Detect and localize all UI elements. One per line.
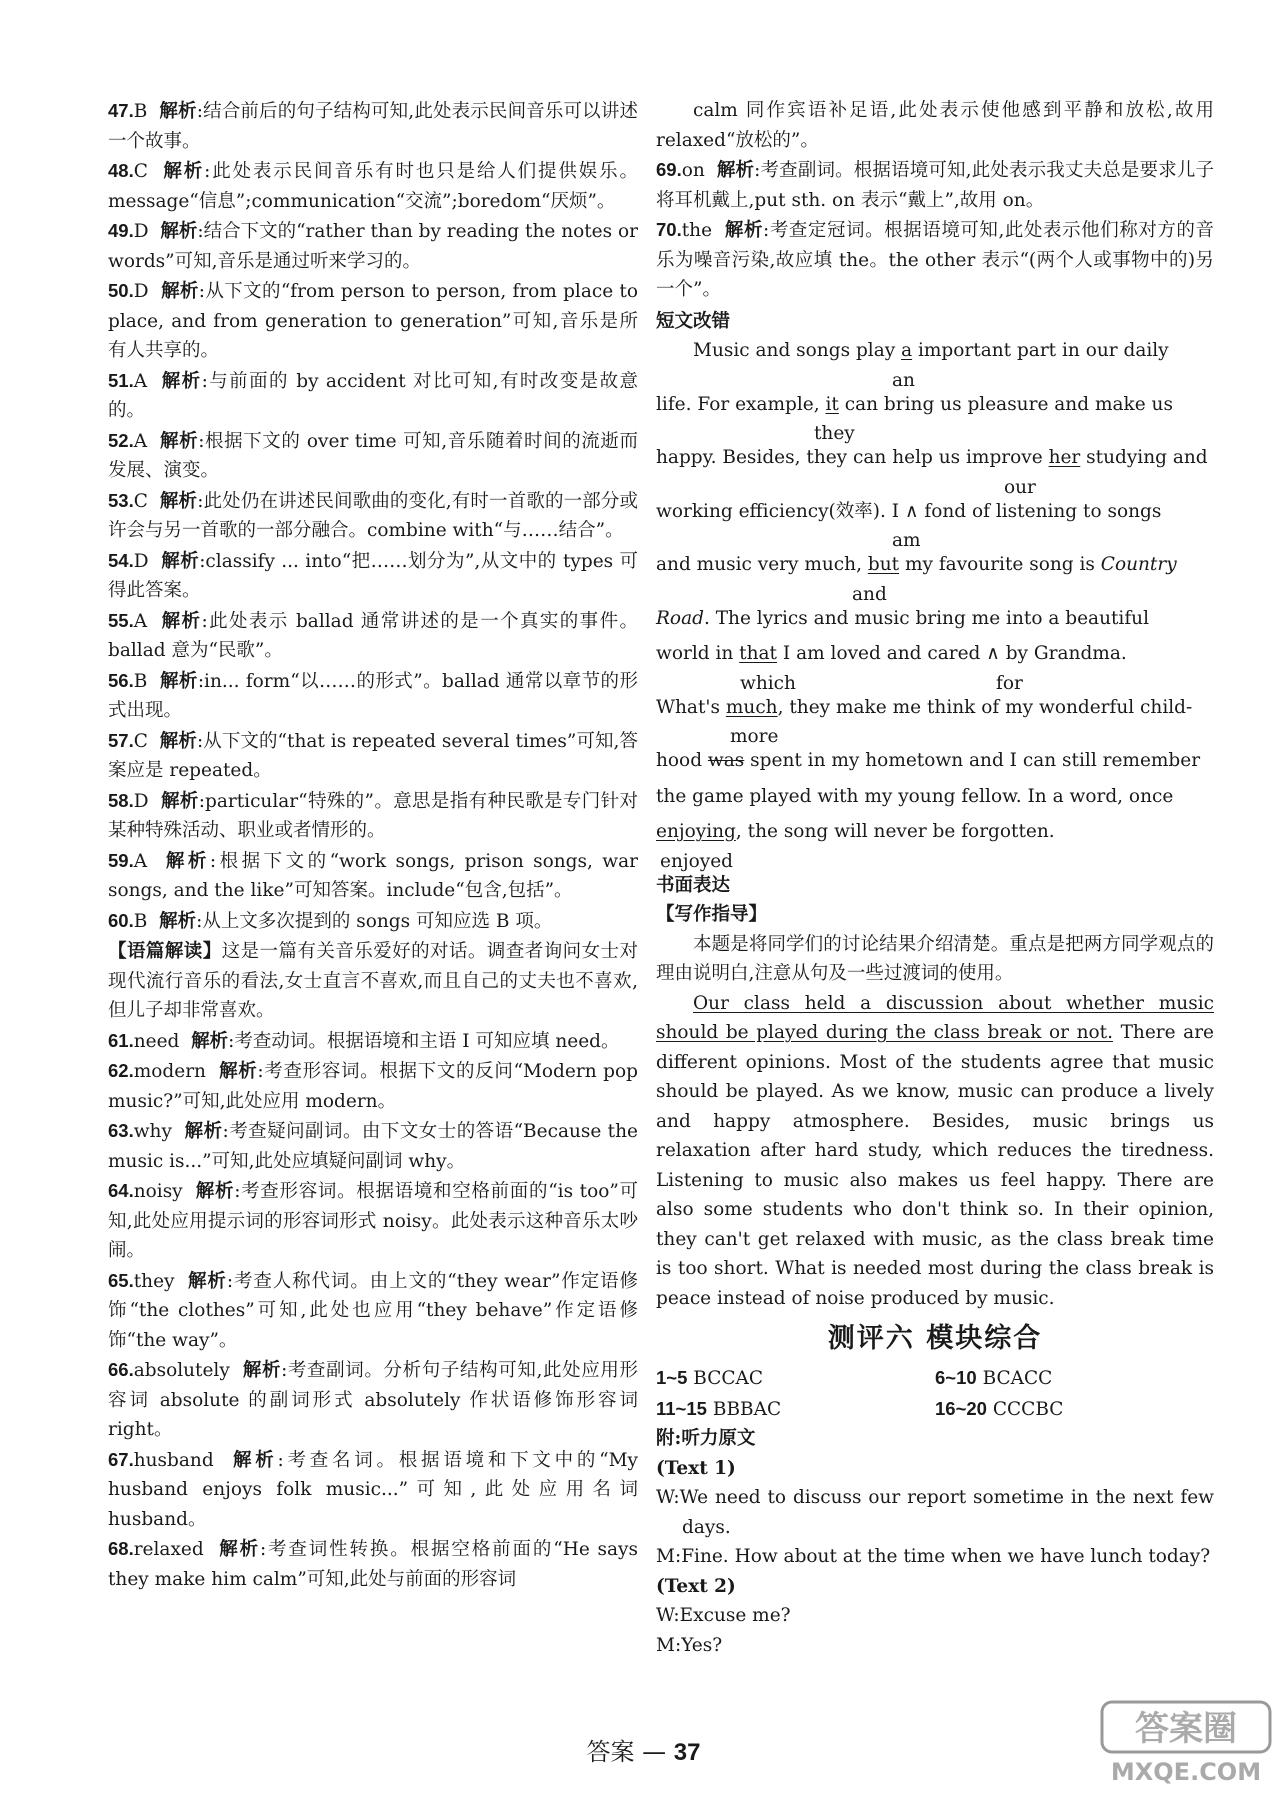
left-item: 54.D 解析:classify ... into“把……划分为”,从文中的 types 可得此答案。 [108,549,638,601]
answer-group: 1~5 BCCAC [656,1367,764,1389]
answer-group: 16~20 CCCBC [935,1397,1064,1420]
watermark-bottom: MXQE.COM [1110,1758,1262,1786]
correction-word: which [740,672,796,694]
proofreading-passage: Music and songs play a important part in our daily an life. For example, it can bring us pleasure and make us they happy. Besides, they can help us improve her studying and our working efficiency(效率). I ∧ fond of listening to songs am and music very much, but my favourite song is Country and Road. The lyrics and music bring me into a beautiful world in that I am loved and cared ∧ by Grandma. which for What's much, they make me think of my wonderful child- more hood was spent in my hometown and I can still remember the game played with my young fellow. In a word, once enjoying, the song will never be forgotten. enjoyed [656,336,1214,871]
correction-word: am [892,530,921,551]
text2-label: (Text 2) [656,1575,736,1597]
left-item: 62.modern 解析:考查形容词。根据下文的反问“Modern pop music?”可知,此处应用 modern。 [108,1060,638,1112]
error-mark: much [725,696,778,718]
writing-heading: 书面表达 [656,874,731,896]
left-item: 67.husband 解析:考查名词。根据语境和下文中的“My husband enjoys folk music...”可知,此处应用名词 husband。 [108,1448,638,1530]
test6-answers [656,1363,1214,1424]
right-item: 70.the 解析:考查定冠词。根据语境可知,此处表示他们称对方的音乐为噪音污染,故应填 the。the other 表示“(两个人或事物中的)另一个”。 [656,219,1214,300]
right-item: 69.on 解析:考查副词。根据语境可知,此处表示我丈夫总是要求儿子将耳机戴上,put sth. on 表示“戴上”,故用 on。 [656,159,1214,211]
left-item: 48.C 解析:此处表示民间音乐有时也只是给人们提供娱乐。message“信息”;communication“交流”;boredom“厌烦”。 [108,160,638,212]
text2-man-line: M:Yes? [656,1634,723,1656]
right-column [656,96,1214,1660]
writing-guide-label: 【写作指导】 [656,904,768,925]
left-item: 59.A 解析:根据下文的“work songs, prison songs, war songs, and the like”可知答案。include“包含,包括”。 [108,849,638,901]
error-mark: a [901,340,913,361]
left-item: 58.D 解析:particular“特殊的”。意思是指有种民歌是专门针对某种特殊活动、职业或者情形的。 [108,789,638,841]
left-item: 65.they 解析:考查人称代词。由上文的“they wear”作定语修饰“the clothes”可知,此处也应用“they behave”作定语修饰“the way”。 [108,1269,638,1351]
correction-word: enjoyed [660,850,733,872]
insert-mark: ∧ [986,643,1000,664]
correction-word: for [996,672,1023,694]
answer-group: 6~10 BCACC [935,1367,1053,1389]
correction-word: and [852,583,887,605]
proofreading-heading: 短文改错 [656,310,731,332]
test6-title: 测评六 模块综合 [827,1323,1043,1354]
left-item: 63.why 解析:考查疑问副词。由下文女士的答语“Because the music is...”可知,此处应填疑问副词 why。 [108,1120,638,1172]
left-item: 50.D 解析:从下文的“from person to person, from place to place, and from generation to generation”可知,音乐是所有人共享的。 [108,280,638,361]
page-number: 37 [673,1739,701,1766]
correction-word: an [892,369,915,391]
left-item: 49.D 解析:结合下文的“rather than by reading the notes or words”可知,音乐是通过听来学习的。 [108,220,638,272]
left-item: 52.A 解析:根据下文的 over time 可知,音乐随着时间的流逝而发展、演变。 [108,429,638,481]
watermark-top: 答案圈 [1135,1709,1237,1749]
appendix-heading: 附:听力原文 [656,1428,756,1449]
watermark-logo [1100,1700,1272,1788]
error-mark: that [739,643,777,664]
text2-woman-line: W:Excuse me? [656,1605,791,1626]
insert-mark: ∧ [904,500,919,522]
error-mark: but [867,554,900,575]
left-item: 47.B 解析:结合前后的句子结构可知,此处表示民间音乐可以讲述一个故事。 [108,100,638,152]
left-item: 51.A 解析:与前面的 by accident 对比可知,有时改变是故意的。 [108,369,639,421]
error-mark: it [825,393,839,415]
correction-word: our [1004,476,1036,498]
writing-guide: 本题是将同学们的讨论结果介绍清楚。重点是把两方同学观点的理由说明白,注意从句及一些过渡词的使用。 [656,933,1214,984]
deleted-word: was [707,750,745,771]
left-item: 60.B 解析:从上文多次提到的 songs 可知应选 B 项。 [108,909,553,932]
text1-woman-line: W:We need to discuss our report sometime in the next few days. [656,1487,1214,1538]
error-mark: enjoying [656,821,736,842]
left-item: 53.C 解析:此处仍在讲述民间歌曲的变化,有时一首歌的一部分或许会与另一首歌的一部分融合。combine with“与……结合”。 [108,489,638,541]
text1-label: (Text 1) [656,1457,736,1479]
page-footer [0,1732,1287,1767]
model-essay: Our class held a discussion about whether music should be played during the class break or not. There are different opinions. Most of the students agree that music should be played. As we know, music can produce a lively and happy atmosphere. Besides, music brings us relaxation after hard study, which reduces the tiredness. Listening to music also makes us feel happy. There are also some students who don't think so. In their opinion, they can't get relaxed with music, as the class break time is too short. What is needed most during the class break is peace instead of noise produced by music. [656,992,1214,1309]
left-item: 64.noisy 解析:考查形容词。根据语境和空格前面的“is too”可知,此处应用提示词的形容词形式 noisy。此处表示这种音乐太吵闹。 [108,1180,638,1261]
answer-group: 11~15 BBBAC [656,1397,782,1420]
left-item: 56.B 解析:in... form“以……的形式”。ballad 通常以章节的形式出现。 [108,669,638,721]
left-item: 57.C 解析:从下文的“that is repeated several times”可知,答案应是 repeated。 [108,729,638,781]
left-item: 【语篇解读】这是一篇有关音乐爱好的对话。调查者询问女士对现代流行音乐的看法,女士直言不喜欢,而且自己的丈夫也不喜欢,但儿子却非常喜欢。 [108,940,638,1021]
left-item: 66.absolutely 解析:考查副词。分析句子结构可知,此处应用形容词 absolute 的副词形式 absolutely 作状语修饰形容词 right。 [108,1359,638,1440]
text1-man-line: M:Fine. How about at the time when we have lunch today? [656,1546,1211,1567]
left-item: 68.relaxed 解析:考查词性转换。根据空格前面的“He says they make him calm”可知,此处与前面的形容词 [108,1538,639,1590]
left-column [108,96,638,1594]
answer-69-continuation: calm 同作宾语补足语,此处表示使他感到平静和放松,故用 relaxed“放松的”。 [656,100,1214,151]
error-mark: her [1048,447,1081,468]
left-item: 55.A 解析:此处表示 ballad 通常讲述的是一个真实的事件。ballad 意为“民歌”。 [108,609,638,661]
footer-label: 答案 — [586,1738,667,1766]
left-item: 61.need 解析:考查动词。根据语境和主语 I 可知应填 need。 [108,1029,620,1052]
correction-word: they [814,423,855,444]
correction-word: more [730,726,779,747]
